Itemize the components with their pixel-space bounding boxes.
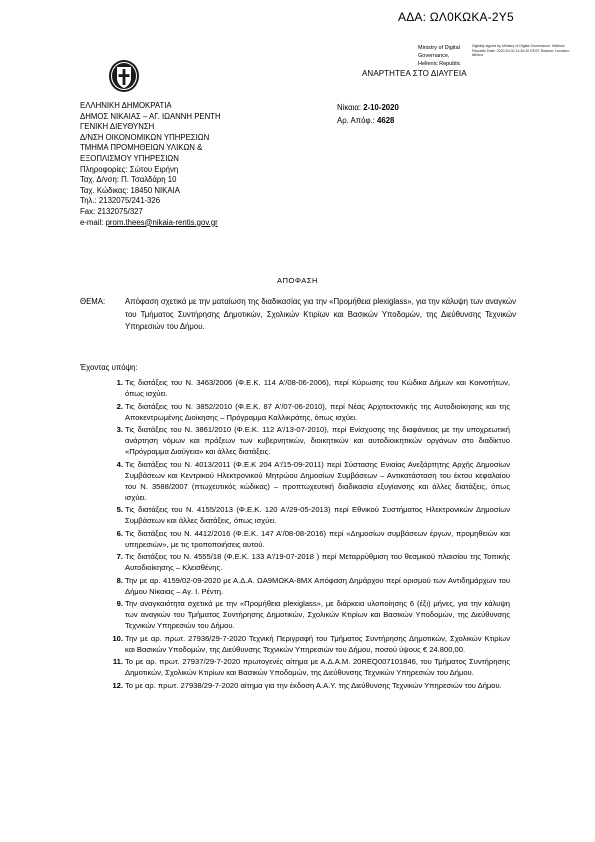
ada-code: ΑΔΑ: ΩΛ0ΚΩΚΑ-2Υ5 xyxy=(398,10,514,24)
item-number: 12. xyxy=(112,680,123,690)
list-item xyxy=(116,459,510,503)
digital-signature-line: Ministry of Digital xyxy=(418,45,460,51)
item-number: 6. xyxy=(116,528,123,538)
item-number: 1. xyxy=(116,378,123,387)
place-date-value: 2-10-2020 xyxy=(363,103,399,112)
header-line: Δ/ΝΣΗ ΟΙΚΟΝΟΜΙΚΩΝ ΥΠΗΡΕΣΙΩΝ xyxy=(80,132,210,142)
list-item xyxy=(112,633,510,655)
list-item xyxy=(116,598,510,631)
item-number: 8. xyxy=(116,575,123,585)
list-item xyxy=(116,377,510,399)
list-item xyxy=(112,680,510,691)
item-text: Το με αρ. πρωτ. 27938/29-7-2020 αίτημα για την έκδοση Α.Α.Υ. της Διεύθυνσης Τεχνικών Υπηρεσιών του Δήμου. xyxy=(125,680,502,690)
item-number: 10. xyxy=(112,633,123,643)
subject-label: ΘΕΜΑ: xyxy=(80,297,106,306)
list-item xyxy=(116,504,510,526)
item-number: 2. xyxy=(116,401,123,411)
greek-coat-of-arms-icon xyxy=(106,58,142,94)
decision-ref xyxy=(337,114,399,127)
header-line: Πληροφορίες: Σώτου Ειρήνη xyxy=(80,164,179,174)
date-reference-block xyxy=(337,101,399,127)
considering-label: Έχοντας υπόψη: xyxy=(80,363,138,372)
header-line: Ταχ. Κώδικας: 18450 ΝΙΚΑΙΑ xyxy=(80,185,180,195)
list-item xyxy=(116,575,510,597)
item-text: Τις διατάξεις του Ν. 4013/2011 (Φ.Ε.Κ 204 Α'/15-09-2011) περί Σύστασης Ενιαίας Ανεξάρτητης Αρχής Δημοσίων Συμβάσεων και Κεντρικού Ηλεκτρονικού Μητρώου Δημοσίων Συμβάσεων – Αντικατάσταση του έκτου κεφαλαίου του Ν. 3588/2007 (πτωχευτικός κώδικας) – προπτωχευτική διαδικασία εξυγίανσης και άλλες διατάξεις, όπως ισχύει. xyxy=(125,459,510,502)
place-date xyxy=(337,101,399,114)
email-link[interactable]: prom.thees@nikaia-rentis.gov.gr xyxy=(105,217,218,227)
sender-header xyxy=(80,101,221,228)
list-item xyxy=(116,424,510,457)
item-text: Το με αρ. πρωτ. 27937/29-7-2020 πρωτογενές αίτημα με Α.Δ.Α.Μ. 20REQ007101846, του Τμήματος Συντήρησης Δημοτικών, Σχολικών Κτιρίων και Βασικών Υποδομών, της Διεύθυνσης Τεχνικών Υπηρεσιών του Δήμου. xyxy=(125,657,510,677)
subject-block xyxy=(80,296,516,334)
item-text: Τις διατάξεις του Ν. 3861/2010 (Φ.Ε.Κ. 112 Α'/13-07-2010), περί Ενίσχυσης της διαφάνειας με την υποχρεωτική ανάρτηση νόμων και πράξεων των κυβερνητικών, διοικητικών και αυτοδιοικητικών οργάνων στο διαδίκτυο «Πρόγραμμα Διαύγεια» και άλλες διατάξεις. xyxy=(125,425,510,456)
item-text: Τις διατάξεις του Ν. 3852/2010 (Φ.Ε.Κ. 87 Α'/07-06-2010), περί Νέας Αρχιτεκτονικής της Αυτοδιοίκησης και της Αποκεντρωμένης Διοίκησης – Πρόγραμμα Καλλικράτης, όπως ισχύει. xyxy=(125,401,510,422)
digital-signature-line: Hellenic Republic xyxy=(418,61,461,67)
place-date-label: Νίκαια: xyxy=(337,103,364,112)
list-item xyxy=(116,401,510,423)
item-text: Την με αρ. 4159/02-09-2020 με Α.Δ.Α. ΩΑ9ΜΩΚΑ-8ΜΧ Απόφαση Δημάρχου περί ορισμού των Αντιδημάρχων του Δήμου Νίκαιας – Αγ. Ι. Ρέντη. xyxy=(125,575,510,596)
item-text: Την αναγκαιότητα σχετικά με την «Προμήθεια plexiglass», με διάρκεια υλοποίησης 6 (έξι) μήνες, για την κάλυψη των αναγκών του Τμήματος Συντήρησης Δημοτικών, Σχολικών Κτιρίων και Βασικών Υποδομών, της Διεύθυνσης Τεχνικών Υπηρεσιών του Δήμου. xyxy=(125,599,510,630)
list-item xyxy=(116,528,510,550)
header-line: ΕΞΟΠΛΙΣΜΟΥ ΥΠΗΡΕΣΙΩΝ xyxy=(80,153,179,163)
decision-ref-label: Αρ. Απόφ.: xyxy=(337,116,378,125)
posted-label: ΑΝΑΡΤΗΤΕΑ ΣΤΟ ΔΙΑΥΓΕΙΑ xyxy=(362,69,467,78)
item-number: 4. xyxy=(116,459,123,469)
digital-signature-line: Governance, xyxy=(418,53,450,59)
item-text: Τις διατάξεις του Ν. 4412/2016 (Φ.Ε.Κ. 147 Α'/08-08-2016) περί «Δημοσίων συμβάσεων έργων, προμηθειών και υπηρεσιών», με τις τροποποιήσεις αυτού. xyxy=(125,528,510,549)
item-number: 7. xyxy=(116,552,123,561)
header-line: Ταχ. Δ/νση: Π. Τσαλδάρη 10 xyxy=(80,175,177,185)
header-line: Τηλ.: 2132075/241-326 xyxy=(80,196,161,206)
list-item xyxy=(116,551,510,573)
item-number: 5. xyxy=(116,505,123,514)
item-text: Τις διατάξεις του Ν. 4155/2013 (Φ.Ε.Κ. 120 Α'/29-05-2013) περί Εθνικού Συστήματος Ηλεκτρονικών Δημοσίων Συμβάσεων και άλλες διατάξεις, όπως ισχύει. xyxy=(125,505,510,525)
email-label: e-mail: xyxy=(80,217,106,227)
digital-signature-label xyxy=(418,44,470,68)
header-line: ΓΕΝΙΚΗ ΔΙΕΥΘΥΝΣΗ xyxy=(80,122,155,132)
item-number: 11. xyxy=(112,657,123,666)
header-line: ΔΗΜΟΣ ΝΙΚΑΙΑΣ – ΑΓ. ΙΩΑΝΝΗ ΡΕΝΤΗ xyxy=(80,111,221,121)
header-line: Fax: 2132075/327 xyxy=(80,206,143,216)
document-title: ΑΠΟΦΑΣΗ xyxy=(276,276,319,285)
header-line: ΤΜΗΜΑ ΠΡΟΜΗΘΕΙΩΝ ΥΛΙΚΩΝ & xyxy=(80,143,203,153)
list-item xyxy=(112,656,510,678)
item-number: 9. xyxy=(116,599,123,608)
item-text: Τις διατάξεις του Ν. 4555/18 (Φ.Ε.Κ. 133 Α'/19-07-2018 ) περί Μεταρρύθμιση του θεσμικού πλαισίου της Τοπικής Αυτοδιοίκησης – Κλεισθένης. xyxy=(125,552,510,572)
considerations-list xyxy=(112,377,510,692)
item-number: 3. xyxy=(116,425,123,434)
email-line xyxy=(80,218,221,229)
subject-text: Απόφαση σχετικά με την ματαίωση της διαδικασίας για την «Προμήθεια plexiglass», για την κάλυψη των αναγκών του Τμήματος Συντήρησης Δημοτικών, Σχολικών Κτιρίων και Βασικών Υποδομών, της Διεύθυνσης Τεχνικών Υπηρεσιών του Δήμου. xyxy=(125,297,516,331)
item-text: Την με αρ. πρωτ. 27936/29-7-2020 Τεχνική Περιγραφή του Τμήματος Συντήρησης Δημοτικών, Σχολικών Κτιρίων και Βασικών Υποδομών, της Διεύθυνσης Τεχνικών Υπηρεσιών του Δήμου, ποσού ύψους € 24.800,00. xyxy=(125,633,510,654)
digital-signature-details: Digitally signed by Ministry of Digital Governance, Hellenic Republic Date: 2020.10.02 11:44:40 EEST Reason: Location: Athens xyxy=(472,44,570,58)
header-line: ΕΛΛΗΝΙΚΗ ΔΗΜΟΚΡΑΤΙΑ xyxy=(80,101,172,110)
item-text: Τις διατάξεις του Ν. 3463/2006 (Φ.Ε.Κ. 114 Α'/08-06-2006), περί Κύρωσης του Κώδικα Δήμων και Κοινοτήτων, όπως ισχύει. xyxy=(125,378,510,398)
decision-ref-value: 4628 xyxy=(377,116,395,125)
